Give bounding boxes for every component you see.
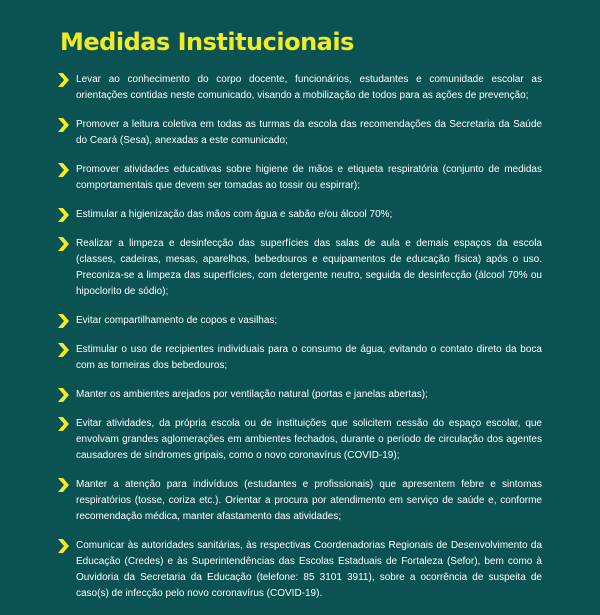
page-title: Medidas Institucionais bbox=[60, 28, 354, 56]
list-item bbox=[56, 207, 542, 223]
chevron-right-icon bbox=[56, 343, 70, 357]
chevron-right-icon bbox=[56, 314, 70, 328]
list-item-text: Evitar atividades, da própria escola ou de instituições que solicitem cessão do espaço escolar, que envolvam grandes aglomerações em ambientes fechados, durante o período de circulação dos agentes causadores de síndromes gripais, como o novo coronavírus (COVID-19); bbox=[76, 418, 542, 461]
measures-list bbox=[56, 72, 542, 615]
list-item-text: Estimular o uso de recipientes individuais para o consumo de água, evitando o contato direto da boca com as torneiras dos bebedouros; bbox=[76, 344, 542, 371]
list-item-text: Realizar a limpeza e desinfecção das superfícies das salas de aula e demais espaços da escola (classes, cadeiras, mesas, aparelhos, bebedouros e equipamentos de educação física) após o uso. Preconiza-se a limpeza das superfícies, com detergente neutro, seguida de desinfecção (álcool 70% ou hipoclorito de sódio); bbox=[76, 238, 542, 297]
chevron-right-icon bbox=[56, 539, 70, 553]
list-item bbox=[56, 236, 542, 300]
list-item-text: Comunicar às autoridades sanitárias, às respectivas Coordenadorias Regionais de Desenvolvimento da Educação (Credes) e às Superintendências das Escolas Estaduais de Fortaleza (Sefor), bem como à Ouvidoria da Secretaria da Educação (telefone: 85 3101 3911), sobre a ocorrência de suspeita de caso(s) de infecção pelo novo coronavírus (COVID-19). bbox=[76, 540, 542, 599]
list-item-text: Promover atividades educativas sobre higiene de mãos e etiqueta respiratória (conjunto de medidas comportamentais que devem ser tomadas ao tossir ou espirrar); bbox=[76, 164, 542, 191]
chevron-right-icon bbox=[56, 417, 70, 431]
chevron-right-icon bbox=[56, 208, 70, 222]
list-item bbox=[56, 387, 542, 403]
list-item-text: Levar ao conhecimento do corpo docente, funcionários, estudantes e comunidade escolar as orientações contidas neste comunicado, visando a mobilização de todos para as ações de prevenção; bbox=[76, 74, 542, 101]
list-item bbox=[56, 72, 542, 104]
chevron-right-icon bbox=[56, 118, 70, 132]
list-item bbox=[56, 538, 542, 602]
list-item-text: Manter a atenção para indivíduos (estudantes e profissionais) que apresentem febre e sintomas respiratórios (tosse, coriza etc.). Orientar a procura por atendimento em serviço de saúde e, conforme recomendação médica, manter afastamento das atividades; bbox=[76, 479, 542, 522]
chevron-right-icon bbox=[56, 73, 70, 87]
list-item bbox=[56, 477, 542, 525]
chevron-right-icon bbox=[56, 163, 70, 177]
list-item bbox=[56, 313, 542, 329]
list-item bbox=[56, 162, 542, 194]
list-item-text: Manter os ambientes arejados por ventilação natural (portas e janelas abertas); bbox=[76, 389, 428, 400]
chevron-right-icon bbox=[56, 478, 70, 492]
list-item bbox=[56, 342, 542, 374]
list-item-text: Promover a leitura coletiva em todas as turmas da escola das recomendações da Secretaria da Saúde do Ceará (Sesa), anexadas a este comunicado; bbox=[76, 119, 542, 146]
chevron-right-icon bbox=[56, 237, 70, 251]
list-item-text: Estimular a higienização das mãos com água e sabão e/ou álcool 70%; bbox=[76, 209, 393, 220]
list-item bbox=[56, 117, 542, 149]
list-item-text: Evitar compartilhamento de copos e vasilhas; bbox=[76, 315, 278, 326]
list-item bbox=[56, 416, 542, 464]
chevron-right-icon bbox=[56, 388, 70, 402]
